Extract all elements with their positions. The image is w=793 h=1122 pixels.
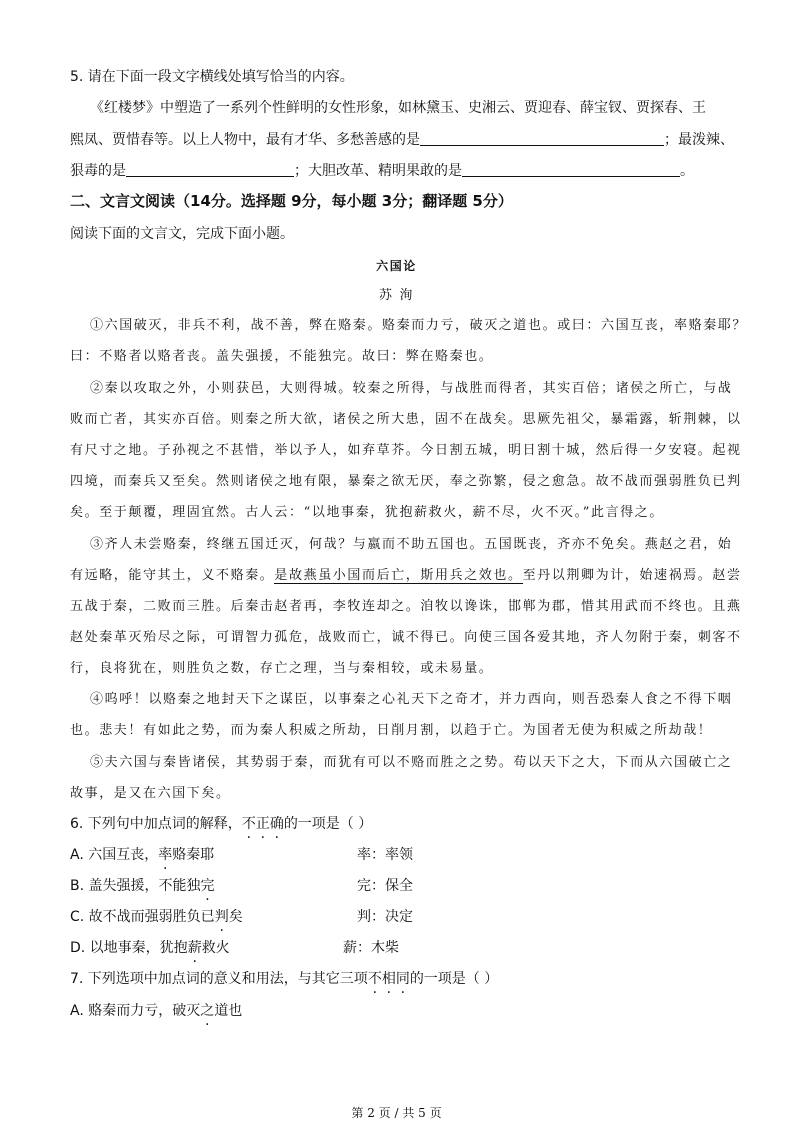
dotted-char: 薪 <box>187 940 202 956</box>
option-text: 道也 <box>214 1003 243 1019</box>
essay-line: 也。悲夫！有如此之势，而为秦人积威之所劫，日削月割，以趋于亡。为国者无使为积威之所劫哉！ <box>70 723 713 738</box>
q5-line2 <box>70 130 734 150</box>
q6-option-a[interactable] <box>70 845 214 865</box>
essay-line: 败而亡者，其实亦百倍。则秦之所大欲，诸侯之所大患，固不在战矣。思厥先祖父，暴霜露，斩荆棘，以 <box>70 412 742 427</box>
q6-option-c-definition: 判：决定 <box>357 909 413 925</box>
answer-blank-3[interactable] <box>462 161 680 177</box>
q5-line1: 《红楼梦》中塑造了一系列个性鲜明的女性形象，如林黛玉、史湘云、贾迎春、薛宝钗、贾探春、王 <box>90 100 706 116</box>
essay-line: 赵处秦革灭殆尽之际，可谓智力孤危，战败而亡，诚不得已。向使三国各爱其地，齐人勿附于秦，刺客不 <box>70 630 742 645</box>
section-heading: 二、文言文阅读（14分。选择题 9分，每小题 3分；翻译题 5分） <box>70 192 513 210</box>
q6-option-c[interactable] <box>70 907 243 927</box>
essay-line: 四境，而秦兵又至矣。然则诸侯之地有限，暴秦之欲无厌，奉之弥繁，侵之愈急。故不战而强弱胜负已判 <box>70 474 742 489</box>
essay-line: 故事，是又在六国下矣。 <box>70 786 231 801</box>
q6-option-d-definition: 薪：木柴 <box>343 940 399 956</box>
q5-line3-mid: ；大胆改革、精明果敢的是 <box>294 163 462 179</box>
q5-line2-text: 熙凤、贾惜春等。以上人物中，最有才华、多愁善感的是 <box>70 132 420 148</box>
dotted-char: 同 <box>395 971 410 987</box>
q6-stem-text: 6. 下列句中加点词的解释， <box>70 816 242 832</box>
section-instruction: 阅读下面的文言文，完成下面小题。 <box>70 226 294 242</box>
q6-stem-tail: 的一项是（ ） <box>283 816 373 832</box>
dotted-char: 完 <box>200 878 215 894</box>
essay-line: 有尺寸之地。子孙视之不甚惜，举以予人，如弃草芥。今日割五城，明日割十城，然后得一夕安寝。起视 <box>70 443 742 458</box>
essay-line-text: 有远略，能守其土，义不赂秦。 <box>70 568 275 583</box>
essay-line: ⑤夫六国与秦皆诸侯，其势弱于秦，而犹有可以不赂而胜之之势。苟以天下之大，下而从六国破亡之 <box>90 755 733 770</box>
q6-option-a-definition: 率：率领 <box>357 847 413 863</box>
option-text: 赂秦耶 <box>172 847 215 863</box>
page-number: 第 2 页 / 共 5 页 <box>351 1106 442 1120</box>
option-text: B. 盖失强援，不能独 <box>70 878 201 894</box>
q5-line3 <box>70 161 694 181</box>
q7-option-a[interactable] <box>70 1001 242 1021</box>
q6-option-d[interactable] <box>70 938 230 958</box>
q5-stem: 5. 请在下面一段文字横线处填写恰当的内容。 <box>70 69 354 85</box>
essay-line: 矣。至于颠覆，理固宜然。古人云：“以地事秦，犹抱薪救火，薪不尽，火不灭。”此言得之。 <box>70 505 664 520</box>
essay-line: ②秦以攻取之外，小则获邑，大则得城。较秦之所得，与战胜而得者，其实百倍；诸侯之所亡，与战 <box>90 381 733 396</box>
underlined-sentence: 是故燕虽小国而后亡，斯用兵之效也。 <box>274 568 523 583</box>
dotted-char: 之 <box>200 1003 215 1019</box>
option-text: 矣 <box>228 909 243 925</box>
answer-blank-2[interactable] <box>126 161 294 177</box>
essay-line: ③齐人未尝赂秦，终继五国迁灭，何哉？与嬴而不助五国也。五国既丧，齐亦不免矣。燕赵之君，始 <box>90 537 733 552</box>
essay-title: 六国论 <box>376 259 417 273</box>
dotted-char: 不 <box>367 971 382 987</box>
answer-blank-1[interactable] <box>420 130 664 146</box>
q6-option-b[interactable] <box>70 876 215 896</box>
q7-stem-tail: 的一项是（ ） <box>409 971 499 987</box>
q5-line3-text: 狠毒的是 <box>70 163 126 179</box>
dotted-char: 判 <box>214 909 229 925</box>
q6-option-b-definition: 完：保全 <box>357 878 413 894</box>
option-text: 救火 <box>201 940 230 956</box>
essay-line: 曰：不赂者以赂者丧。盖失强援，不能独完。故曰：弊在赂秦也。 <box>70 349 494 364</box>
essay-line-text: 至丹以荆卿为计，始速祸焉。赵尝 <box>522 568 742 583</box>
essay-line: 行，良将犹在，则胜负之数，存亡之理，当与秦相较，或未易量。 <box>70 661 494 676</box>
dotted-char: 正 <box>255 816 270 832</box>
option-text: A. 赂秦而力亏，破灭 <box>70 1003 201 1019</box>
essay-line-underlined <box>70 566 742 586</box>
dotted-char: 率 <box>158 847 173 863</box>
essay-line: 五战于秦，二败而三胜。后秦击赵者再，李牧连却之。洎牧以谗诛，邯郸为郡，惜其用武而不终也。且燕 <box>70 599 742 614</box>
essay-author: 苏 洵 <box>379 288 414 303</box>
option-text: A. 六国互丧， <box>70 847 159 863</box>
q5-line2-tail: ；最泼辣、 <box>664 132 734 148</box>
q5-line3-end: 。 <box>680 163 694 179</box>
q7-stem-text: 7. 下列选项中加点词的意义和用法，与其它三项 <box>70 971 368 987</box>
q6-stem <box>70 814 372 834</box>
essay-line: ④呜呼！以赂秦之地封天下之谋臣，以事秦之心礼天下之奇才，并力西向，则吾恐秦人食之不得下咽 <box>90 692 733 707</box>
dotted-char: 不 <box>241 816 256 832</box>
dotted-char: 相 <box>381 971 396 987</box>
essay-line: ①六国破灭，非兵不利，战不善，弊在赂秦。赂秦而力亏，破灭之道也。或曰：六国互丧，率赂秦耶？ <box>90 318 748 333</box>
dotted-char: 确 <box>269 816 284 832</box>
q7-stem <box>70 969 498 989</box>
option-text: C. 故不战而强弱胜负已 <box>70 909 215 925</box>
option-text: D. 以地事秦，犹抱 <box>70 940 188 956</box>
